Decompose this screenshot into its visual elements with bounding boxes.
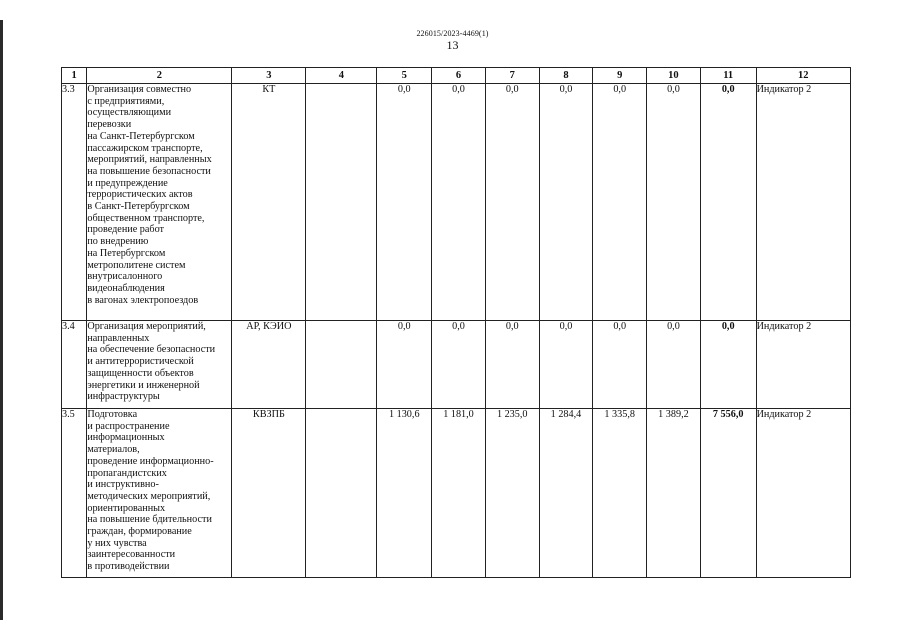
measure-name-line: перевозки	[87, 119, 132, 131]
value-cell: 0,0	[432, 84, 486, 321]
program-table	[61, 67, 851, 578]
value-cell: 0,0	[377, 84, 432, 321]
value-cell: 0,0	[647, 84, 701, 321]
measure-name-line: энергетики и инженерной	[87, 379, 200, 391]
measure-name-line: методических мероприятий,	[87, 490, 211, 502]
value-cell: 1 284,4	[539, 409, 593, 578]
measure-name-line: Организация мероприятий,	[87, 321, 206, 332]
executor: КТ	[232, 84, 306, 321]
column-header: 5	[377, 68, 432, 84]
measure-name-line: Подготовка	[87, 409, 138, 420]
executor: АР, КЭИО	[232, 321, 306, 409]
measure-name-line: на повышение безопасности	[87, 165, 211, 177]
value-cell: 0,0	[647, 321, 701, 409]
measure-name-line: на обеспечение безопасности	[87, 344, 216, 356]
row-number: 3.5	[62, 409, 87, 578]
page-number: 13	[446, 38, 459, 52]
measure-name	[87, 84, 232, 321]
measure-name-line: на повышение бдительности	[87, 514, 212, 526]
measure-name-line: направленных	[87, 332, 150, 344]
header-row	[62, 68, 851, 84]
measure-name-line: инфраструктуры	[87, 391, 160, 403]
value-cell: 0,0	[539, 84, 593, 321]
measure-name-line: осуществляющими	[87, 107, 172, 119]
measure-name-line: защищенности объектов	[87, 367, 194, 379]
column-header: 8	[539, 68, 593, 84]
column-header: 11	[700, 68, 756, 84]
measure-name-line: метрополитене систем	[87, 259, 186, 271]
measure-name-line: в Санкт-Петербургском	[87, 201, 190, 213]
value-cell: 1 335,8	[593, 409, 647, 578]
measure-name-line: видеонаблюдения	[87, 282, 165, 294]
column-header: 10	[647, 68, 701, 84]
value-cell: 0,0	[593, 321, 647, 409]
measure-name-line: заинтересованности	[87, 549, 176, 561]
measure-name-line: у них чувства	[87, 537, 147, 549]
measure-name-line: в вагонах электропоездов	[87, 294, 199, 306]
column-4-cell	[306, 409, 377, 578]
value-cell: 0,0	[593, 84, 647, 321]
column-header: 2	[87, 68, 232, 84]
measure-name-line: и инструктивно-	[87, 479, 159, 491]
table-row	[62, 409, 851, 578]
column-header: 1	[62, 68, 87, 84]
column-header: 3	[232, 68, 306, 84]
value-cell: 0,0	[485, 84, 539, 321]
measure-name-line: мероприятий, направленных	[87, 154, 212, 166]
measure-name-line: информационных	[87, 432, 165, 444]
column-header: 6	[432, 68, 486, 84]
measure-name	[87, 409, 232, 578]
table-row	[62, 84, 851, 321]
measure-name-line: пассажирском транспорте,	[87, 142, 203, 154]
value-cell: 0,0	[485, 321, 539, 409]
measure-name-line: граждан, формирование	[87, 526, 192, 538]
measure-name	[87, 321, 232, 409]
row-number: 3.3	[62, 84, 87, 321]
document-id: 226015/2023-4469(1)	[416, 29, 489, 38]
value-cell: 1 389,2	[647, 409, 701, 578]
measure-name-line: внутрисалонного	[87, 271, 163, 283]
total-cell: 7 556,0	[700, 409, 756, 578]
column-4-cell	[306, 84, 377, 321]
indicator-cell: Индикатор 2	[756, 409, 850, 578]
scan-edge	[0, 20, 3, 620]
indicator-cell: Индикатор 2	[756, 321, 850, 409]
row-number: 3.4	[62, 321, 87, 409]
measure-name-line: пропагандистских	[87, 467, 167, 479]
value-cell: 0,0	[377, 321, 432, 409]
measure-name-line: террористических актов	[87, 189, 193, 201]
column-4-cell	[306, 321, 377, 409]
measure-name-line: и антитеррористической	[87, 356, 194, 368]
measure-name-line: и распространение	[87, 420, 170, 432]
total-cell: 0,0	[700, 321, 756, 409]
value-cell: 0,0	[432, 321, 486, 409]
column-header: 12	[756, 68, 850, 84]
measure-name-line: в противодействии	[87, 561, 170, 573]
measure-name-line: по внедрению	[87, 236, 149, 248]
value-cell: 1 181,0	[432, 409, 486, 578]
value-cell: 1 130,6	[377, 409, 432, 578]
indicator-cell: Индикатор 2	[756, 84, 850, 321]
total-cell: 0,0	[700, 84, 756, 321]
value-cell: 0,0	[539, 321, 593, 409]
value-cell: 1 235,0	[485, 409, 539, 578]
column-header: 9	[593, 68, 647, 84]
measure-name-line: проведение информационно-	[87, 455, 214, 467]
measure-name-line: проведение работ	[87, 224, 165, 236]
measure-name-line: с предприятиями,	[87, 95, 165, 107]
measure-name-line: ориентированных	[87, 502, 166, 514]
measure-name-line: на Санкт-Петербургском	[87, 130, 195, 142]
measure-name-line: на Петербургском	[87, 247, 166, 259]
measure-name-line: материалов,	[87, 444, 140, 456]
measure-name-line: общественном транспорте,	[87, 212, 205, 224]
measure-name-line: Организация совместно	[87, 84, 192, 95]
column-header: 4	[306, 68, 377, 84]
executor: КВЗПБ	[232, 409, 306, 578]
column-header: 7	[485, 68, 539, 84]
measure-name-line: и предупреждение	[87, 177, 168, 189]
table-row	[62, 321, 851, 409]
